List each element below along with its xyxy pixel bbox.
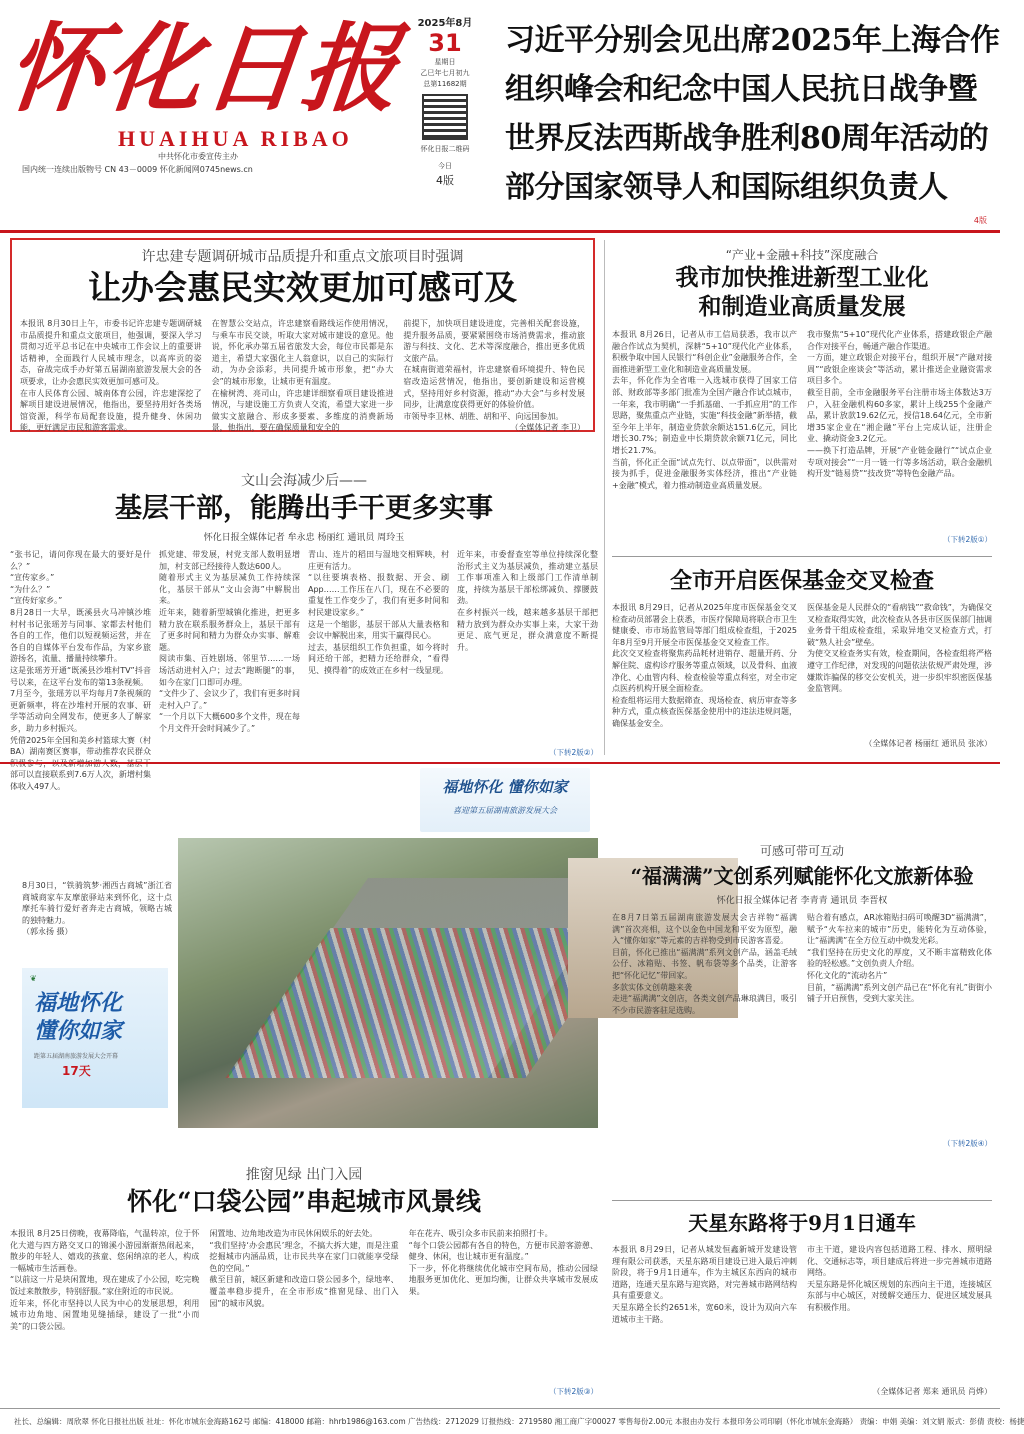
medical-credit: （全媒体记者 杨丽红 通讯员 张冰） bbox=[864, 739, 992, 748]
main-photo[interactable] bbox=[178, 838, 598, 1128]
wenchuang-more-link[interactable]: （下转2版④） bbox=[943, 1139, 992, 1148]
sponsor-line: 中共怀化市委宣传主办 bbox=[158, 152, 238, 161]
poster-title: 福地怀化 懂你如家 bbox=[34, 990, 123, 1044]
medical-col-2: 医保基金是人民群众的“看病钱”“救命钱”，为确保交叉检查取得实效，此次检查从各县市区医保部门抽调业务骨干组成检查组，采取异地交叉检查方式，打破“熟人社会”壁垒。 为使交叉检查务实有效，检查期间，各检查组将严格遵守工作纪律，对发现的问题依法依规严肃处理，涉嫌欺诈骗保的移交公安机关，进一步织牢织密医保基金监管网。 bbox=[807, 603, 992, 694]
footer-imprint bbox=[0, 1408, 1024, 1434]
logo-pinyin: HUAIHUA RIBAO bbox=[118, 126, 353, 151]
cadre-more-link[interactable]: （下转2版②） bbox=[549, 748, 598, 757]
date-weekday: 星期日 bbox=[434, 58, 456, 66]
wenchuang-story[interactable] bbox=[612, 842, 992, 1167]
today-label: 今日 bbox=[438, 162, 452, 170]
lead-credit: （全媒体记者 李卫） bbox=[510, 423, 585, 432]
lead-col-1: 本报讯 8月30日上午，市委书记许忠建专题调研城市品质提升和重点文旅项目，他强调，要深入学习贯彻习近平总书记在中央城市工作会议上的重要讲话精神，全面践行人民城市理念，以高库贡的姿态，奋战完成手办好第五届湖南旅游发展大会的各项要求，让办会惠民实效更加可感可及。 在市人民体育公园、城南体育公园，许忠建深挖了解项目建设进展情况，他指出，要坚持用好各类场馆资源，科学布局配套设施，提升健身、休闲功能，更好满足市民和游客需求。 bbox=[20, 319, 202, 433]
issue-number: 总第11682期 bbox=[423, 80, 467, 88]
page-reference[interactable]: 4版 bbox=[973, 216, 987, 225]
wenchuang-byline: 怀化日报全媒体记者 李青青 通讯员 李晋权 bbox=[716, 896, 888, 906]
road-title: 天星东路将于9月1日通车 bbox=[688, 1211, 916, 1235]
date-day: 31 bbox=[428, 29, 462, 57]
page-count: 4版 bbox=[436, 174, 454, 187]
road-story[interactable] bbox=[612, 1208, 992, 1404]
photo-banner-title: 福地怀化 懂你如家 bbox=[442, 778, 568, 796]
industry-kicker: “产业+金融+科技”深度融合 bbox=[725, 248, 879, 262]
park-col-3: 年在花卉、吸引众多市民前来拍照打卡。 “每个口袋公园都有各自的特色，方便市民游客游憩、健身、休闲，也让城市更有温度。” 下一步，怀化将继续优化城市空间布局，推动公园绿地服务更加优化、更加均衡，让群众共享城市发展成果。 bbox=[408, 1229, 598, 1296]
qr-code-icon[interactable] bbox=[422, 94, 468, 140]
road-credit: （全媒体记者 郑来 通讯员 肖烨） bbox=[872, 1387, 992, 1396]
photo-caption: 8月30日，“铁骑筑梦·湘西古商城”浙江省商城商家车友摩旅驿站来到怀化，这十点摩托车骑行爱好者奔走古商城，领略古城的独特魅力。 （郭永扬 摄） bbox=[22, 881, 172, 937]
footer-text: 社长、总编辑：周欣翠 怀化日报社出版 社址：怀化市城东金海路162号 邮编：418000 邮箱：hhrb1986@163.com 广告热线：2712029 订报热线：2719580 湘工商广字00027 零售每份2.00元 本报由办发行 本报印务公司印刷（怀化市城东金海路） 责编：申娟 美编：刘文娟 版式：彭倩 责校：杨捷 bbox=[14, 1417, 1024, 1426]
leaf-logo-icon: ❦ bbox=[30, 974, 37, 983]
wenchuang-kicker: 可感可带可互动 bbox=[759, 844, 844, 858]
wenchuang-col-2: 贴合着有感点，AR冰箱贴扫码可唤醒3D“福满满”，赋予“火车拉来的城市”历史，能转化为互动体验，让“福满满”在全方位互动中焕发光彩。 “我们坚持在历史文化的厚度，又不断丰富精致化体验的轻松感。”文创负责人介绍。 怀化文化的“流动名片” 目前，“福满满”系列文创产品已在“怀化有礼”街街小铺子开启预售，受到大家关注。 bbox=[807, 913, 992, 1004]
qr-caption: 怀化日报二维码 bbox=[420, 145, 470, 153]
date-year-month: 2025年8月 bbox=[417, 18, 473, 29]
issn-line: 国内统一连续出版物号 CN 43－0009 怀化新闻网0745news.cn bbox=[22, 165, 253, 174]
top-headline[interactable] bbox=[505, 16, 1000, 226]
lead-title: 让办会惠民实效更加可感可及 bbox=[88, 268, 517, 307]
park-title: 怀化“口袋公园”串起城市风景线 bbox=[127, 1187, 481, 1216]
medical-col-1: 本报讯 8月29日，记者从2025年度市医保基金交叉检查动员部署会上获悉，市医疗保障局将联合市卫生健康委、市市场监管局等部门组成检查组，于2025年8月至9月开展全市医保基金交叉检查工作。 此次交叉检查将聚焦药品耗材进销存、超量开药、分解住院、虚构诊疗服务等重点领域，以及骨科、血液净化、心血管内科、检查检验等重点科室，对全市定点医药机构开展全面检查。 检查组将运用大数据筛查、现场检查、病历审查等多种方式，重点核查医保基金使用中的违法违规问题，确保基金安全。 bbox=[612, 603, 797, 728]
tourism-poster[interactable] bbox=[22, 968, 168, 1108]
park-story[interactable] bbox=[10, 1164, 598, 1404]
lead-kicker: 许忠建专题调研城市品质提升和重点文旅项目时强调 bbox=[141, 249, 464, 265]
column-divider bbox=[604, 240, 605, 755]
cadre-kicker: 文山会海减少后—— bbox=[241, 473, 367, 489]
poster-sub: 距第五届湖南旅游发展大会开幕 bbox=[34, 1053, 119, 1060]
lead-col-2: 在智慧公交站点，许忠建察看路线运作使用情况，与乘车市民交谈，听取大家对城市建设的意见。他说，怀化承办第五届省旅发大会，每位市民都是东道主，希望大家强化主人翁意识，以自己的实际行动，为办会添彩，共同提升城市形象，把“办大会”的城市形象，让城市更有温度。 在榆树湾、亮司山，许忠建详细察看项目建设推进情况，与建设施工方负责人交流，希望大家进一步做实文旅融合、形成多要素、多维度的消费新场景，他指出，要在确保质量和安全的 bbox=[211, 319, 394, 433]
cadre-col-2: 抓党建、带发展，村党支部人数明显增加，村支部已经接待人数达600人。 随着形式主义为基层减负工作持续深化，基层干部从“文山会海”中解脱出来。 近年来，随着新型城镇化推进，把更多精力放在联系服务群众上，基层干部有了更多时间和精力为群众办实事、解难题。 阅读市集、百姓剧场、邻里节……一场场活动进村入户；过去“跑断腿”的事，如今在家门口即可办理。 “文件少了、会议少了，我们有更多时间走村入户了。” “一个月以下大概600多个文件，现在每个月文件开会时间减少了。” bbox=[159, 550, 300, 733]
lead-story[interactable] bbox=[10, 238, 595, 432]
wenchuang-col-1: 在8月7日第五届湖南旅游发展大会吉祥物“福满满”首次亮相，这个以金色中国龙和平安为原型，融入“懂你如家”等元素的吉祥物受到市民游客喜爱。 目前，怀化已推出“福满满”系列文创产品，涵盖毛绒公仔、冰箱贴、书签、帆布袋等多个品类，让游客把“怀化记忆”带回家。 多款实体文创萌趣来袭 走进“福满满”文创店，各类文创产品琳琅满目，吸引不少市民游客驻足选购。 bbox=[612, 913, 797, 1015]
industry-title-1: 我市加快推进新型工业化 bbox=[675, 264, 929, 291]
cadre-col-1: “张书记，请问你现在最大的要好是什么？” “宣传家乡。” “为什么？” “宣传好家乡。” 8月28日一大早，既溪县火马冲镇沙堆村村书记张瑶芳与同事、家都去村他们各自的工作，他们以短视频运营，并在各自的自媒体平台发布作品，为家乡旅游扬名，流量、播量持续攀升。 这是张瑶芳开通“既溪县沙堆村TV”抖音号以来，在这平台发布的第13条视频。 7月至今，张瑶芳以平均每月7条视频的更新频率，将在沙堆村开展的农事、研学等活动向全网发布，使更多人了解家乡，助力乡村振兴。 凭借2025年全国和美乡村篮球大赛（村BA）湖南赛区赛事，带动推荐农民群众 部可以直接联系到7.6万人次，新增村集体收入497人。 bbox=[10, 550, 151, 791]
cadre-byline: 怀化日报全媒体记者 牟永忠 杨丽红 通讯员 周玲玉 bbox=[203, 533, 405, 543]
top-headline-line: 部分国家领导人和国际组织负责人 bbox=[505, 170, 948, 205]
masthead-divider bbox=[0, 230, 1000, 233]
road-col-1: 本报讯 8月29日，记者从城发恒鑫新城开发建设管理有限公司获悉，天星东路项目建设已进入最后冲刺阶段，将于9月1日通车，作为主城区东西向的城市道路，连通天星东路与迎宾路，对完善城市路网结构具有重要意义。 天星东路全长约2651米，宽60米，设计为双向六车道城市主干路。 bbox=[612, 1245, 797, 1324]
park-col-1: 本报讯 8月25日傍晚，夜幕降临，气温转凉，位于怀化大道与四方路交叉口的锦溪小游园渐渐热闹起来，散步的年轻人、嬉戏的孩童、悠闲纳凉的老人，构成一幅城市生活画卷。 “以前这一片是块闲置地，现在建成了小公园，吃完晚饭过来散散步，特别舒服。”家住附近的市民说。 近年来，怀化市坚持以人民为中心的发展思想，利用城市边角地、闲置地见缝插绿，建设了一批“小而美”的口袋公园。 bbox=[10, 1229, 200, 1331]
photo-banner bbox=[420, 768, 590, 832]
top-headline-line: 习近平分别会见出席2025年上海合作 bbox=[505, 23, 1000, 58]
medical-title: 全市开启医保基金交叉检查 bbox=[669, 568, 934, 594]
poster-days: 17天 bbox=[62, 1064, 91, 1078]
section-rule bbox=[0, 762, 1000, 764]
cadre-title: 基层干部，能腾出手干更多实事 bbox=[115, 493, 493, 524]
road-col-2: 市主干道，建设内容包括道路工程、排水、照明绿化、交通标志等，项目建成后将进一步完善城市道路网络。 天星东路是怀化城区规划的东西向主干道，连接城区东部与中心城区，对缓解交通压力、促进区域发展具有积极作用。 bbox=[807, 1245, 992, 1312]
park-col-2: 闲置地、边角地改造为市民休闲娱乐的好去处。 “我们坚持‘办会惠民’理念，不搞大拆大建，而是注重挖掘城市内涵品质，让市民共享在家门口就能享受绿色的空间。” 截至目前，城区新建和改造口袋公园多个，绿地率、覆盖率稳步提升，在全市形成“推窗见绿、出门入园”的城市风貌。 bbox=[209, 1229, 399, 1308]
park-more-link[interactable]: （下转2版③） bbox=[548, 1387, 598, 1396]
section-divider bbox=[612, 1200, 992, 1201]
dateline-box bbox=[410, 14, 480, 224]
newspaper-logo: 怀化日报 bbox=[2, 12, 406, 125]
top-headline-line: 世界反法西斯战争胜利80周年活动的 bbox=[505, 121, 989, 156]
lead-col-3: 前提下，加快项目建设进度，完善相关配套设施，提升服务品质，要紧紧围绕市场消费需求，推动旅游与科技、文化、艺术等深度融合，推出更多优质文旅产品。 在城南街道荣福村，许忠建察看环境提升、特色民宿改造运营情况，他指出，要创新建设和运营模式，坚持用好乡村资源，推动“办大会”与乡村发展同步，让满意度获得更好的体验价值。 市领导李卫林、胡胜、胡和平、向远国参加。 bbox=[403, 319, 585, 421]
park-kicker: 推窗见绿 出门入园 bbox=[245, 1167, 363, 1183]
section-divider bbox=[612, 556, 992, 557]
cadre-col-4: 近年来，市委督查室等单位持续深化整治形式主义为基层减负，推动建立基层工作事项准入和上级部门工作清单制度，持续为基层干部松绑减负、撑腰鼓劲。 在乡村振兴一线，越来越多基层干部把精力放到为群众办实事上来，大家干劲更足、底气更足，群众满意度不断提升。 bbox=[457, 550, 598, 652]
date-lunar: 乙巳年七月初九 bbox=[420, 69, 470, 77]
top-headline-line: 组织峰会和纪念中国人民抗日战争暨 bbox=[505, 72, 977, 107]
cadre-col-3: 青山、连片的稻田与湿地交相辉映，村庄更有活力。 “以往要填表格、报数据、开会、刷App……工作压在八门，现在不必要的重复性工作变少了，我们有更多时间和村民建设家乡。” 这是一个缩影，基层干部从大量表格和会议中解脱出来，用实干赢得民心。 过去，基层组织工作负担重，如今将时间还给干部，把精力还给群众，“看得见、摸得着”的成效正在乡村一线显现。 bbox=[308, 550, 449, 675]
industry-col-2: 我市聚焦“5+10”现代化产业体系，搭建政银企产融合作对接平台，畅通产融合作渠道。 一方面，建立政银企对接平台，组织开展“产融对接周”“政银企座谈会”等活动，累计推送企业融资需求项目多个。 截至目前，全市金融服务平台注册市场主体数达3万户，入驻金融机构60多家，累计上线255个金融产品，累计放款19.62亿元，授信18.64亿元，全市新增35家企业在“湘企融”平台上完成认证，注册企业、撬动资金3.2亿元。 ——换下打造品牌，开展“产业链金融行”“试点企业专项对接会”“一月一链一行等多场活动，联合金融机构开发“链易贷”“技改贷”等特色金融产品。 bbox=[807, 330, 992, 479]
medical-story[interactable] bbox=[612, 566, 992, 756]
photo-banner-sub: 喜迎第五届湖南旅游发展大会 bbox=[453, 806, 557, 815]
industry-story[interactable] bbox=[612, 246, 992, 546]
masthead bbox=[2, 12, 406, 174]
wenchuang-title: “福满满”文创系列赋能怀化文旅新体验 bbox=[630, 864, 974, 888]
industry-more-link[interactable]: （下转2版①） bbox=[943, 535, 992, 544]
industry-col-1: 本报讯 8月26日，记者从市工信局获悉，我市以产融合作试点为契机，深耕“5+10”现代化产业体系，积极争取中国人民银行“科创企业”金融服务合作，全面推进新型工业化和制造业高质量发展。 去年，怀化作为全省唯一入选城市获得了国家工信部、财政部等多部门批准为全国产融合作试点城市，一年来，我市明确“一手抓基础、一手抓应用”的工作思路，聚焦重点产业链，实施“科技金融”新举措，截至今年上半年，制造业贷款余额达151.6亿元，同比增长30.7%；制造业中长期贷款余额71亿元，同比增长21.7%。 当前，怀化正全面“试点先行、以点带面”，以供需对接为抓手，促进金融服务实体经济，推出“产业链+金融”模式，着力推动制造业高质量发展。 bbox=[612, 330, 797, 490]
industry-title-2: 和制造业高质量发展 bbox=[698, 293, 906, 320]
